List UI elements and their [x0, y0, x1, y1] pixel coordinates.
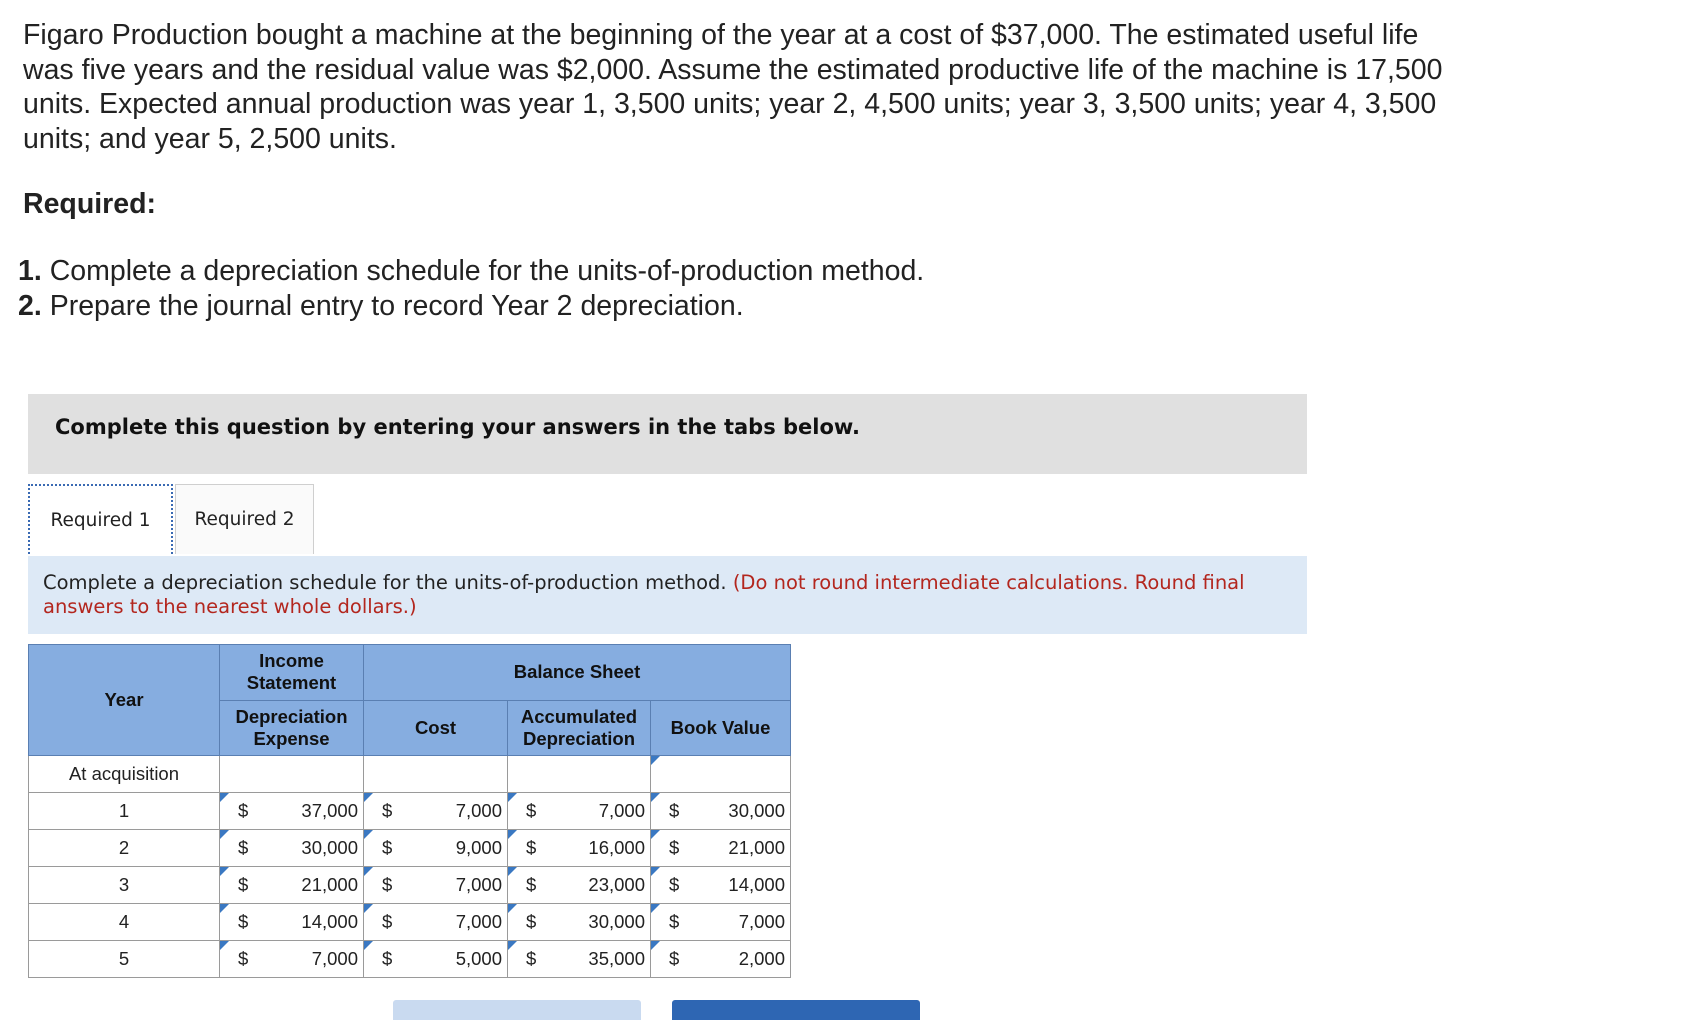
prompt-panel	[28, 556, 1307, 634]
dollar-sign: $	[382, 837, 393, 858]
tab-required-2[interactable]: Required 2	[175, 484, 314, 554]
year-label: 5	[29, 941, 220, 978]
empty-cell	[508, 756, 651, 793]
cost-input[interactable]	[364, 830, 508, 867]
previous-tab-button[interactable]	[393, 1000, 641, 1020]
cost-header: Cost	[364, 700, 508, 756]
year-label: 2	[29, 830, 220, 867]
prompt-note: (Do not round intermediate calculations. Round final answers to the nearest whole dollars.)	[43, 571, 1245, 618]
cell-value: 37,000	[301, 800, 358, 821]
dollar-sign: $	[526, 837, 537, 858]
dollar-sign: $	[669, 800, 680, 821]
requirement-1	[18, 254, 924, 289]
accumulated-depreciation-input[interactable]	[508, 830, 651, 867]
depreciation-expense-input[interactable]	[220, 793, 364, 830]
cell-value: 7,000	[455, 874, 502, 895]
cost-input[interactable]	[364, 904, 508, 941]
prompt-text	[43, 571, 1293, 619]
book-value-input[interactable]	[651, 756, 791, 793]
cell-value: 9,000	[455, 837, 502, 858]
balance-sheet-header: Balance Sheet	[364, 645, 791, 701]
cell-value: 7,000	[311, 948, 358, 969]
book-value-header: Book Value	[651, 700, 791, 756]
depreciation-schedule-table	[28, 644, 791, 978]
year-label: At acquisition	[29, 756, 220, 793]
dollar-sign: $	[526, 948, 537, 969]
dollar-sign: $	[526, 874, 537, 895]
instruction-banner	[28, 394, 1307, 474]
accumulated-depreciation-header: Accumulated Depreciation	[508, 700, 651, 756]
cell-value: 30,000	[301, 837, 358, 858]
income-statement-header: Income Statement	[220, 645, 364, 701]
depreciation-expense-input[interactable]	[220, 904, 364, 941]
accumulated-depreciation-input[interactable]	[508, 867, 651, 904]
cell-value: 16,000	[588, 837, 645, 858]
dollar-sign: $	[526, 800, 537, 821]
empty-cell	[220, 756, 364, 793]
cell-value: 30,000	[728, 800, 785, 821]
next-tab-button[interactable]	[672, 1000, 920, 1020]
prompt-main: Complete a depreciation schedule for the units-of-production method.	[43, 571, 727, 594]
cost-input[interactable]	[364, 867, 508, 904]
dollar-sign: $	[238, 874, 249, 895]
cell-value: 5,000	[455, 948, 502, 969]
requirements-list	[18, 254, 924, 323]
table-row	[29, 830, 791, 867]
dollar-sign: $	[238, 911, 249, 932]
cell-value: 2,000	[738, 948, 785, 969]
cell-value: 21,000	[728, 837, 785, 858]
cell-value: 35,000	[588, 948, 645, 969]
depreciation-expense-header: Depreciation Expense	[220, 700, 364, 756]
dollar-sign: $	[382, 948, 393, 969]
accumulated-depreciation-input[interactable]	[508, 793, 651, 830]
required-heading: Required:	[23, 188, 157, 220]
book-value-input[interactable]	[651, 941, 791, 978]
requirement-number: 1.	[18, 255, 42, 287]
table-row	[29, 793, 791, 830]
cell-value: 21,000	[301, 874, 358, 895]
book-value-input[interactable]	[651, 830, 791, 867]
dollar-sign: $	[238, 800, 249, 821]
instruction-text: Complete this question by entering your answers in the tabs below.	[55, 415, 860, 439]
cell-value: 23,000	[588, 874, 645, 895]
requirement-2	[18, 289, 924, 324]
dollar-sign: $	[382, 911, 393, 932]
year-label: 1	[29, 793, 220, 830]
cost-input[interactable]	[364, 793, 508, 830]
cost-input[interactable]	[364, 941, 508, 978]
accumulated-depreciation-input[interactable]	[508, 904, 651, 941]
table-row	[29, 941, 791, 978]
cell-value: 7,000	[455, 800, 502, 821]
tab-required-1[interactable]: Required 1	[28, 484, 173, 554]
requirement-text: Complete a depreciation schedule for the units-of-production method.	[41, 255, 925, 287]
year-header: Year	[29, 645, 220, 756]
dollar-sign: $	[238, 837, 249, 858]
table-row-acquisition	[29, 756, 791, 793]
table-row	[29, 904, 791, 941]
table-row	[29, 867, 791, 904]
accumulated-depreciation-input[interactable]	[508, 941, 651, 978]
depreciation-expense-input[interactable]	[220, 830, 364, 867]
dollar-sign: $	[669, 948, 680, 969]
book-value-input[interactable]	[651, 904, 791, 941]
book-value-input[interactable]	[651, 867, 791, 904]
dollar-sign: $	[382, 800, 393, 821]
requirement-number: 2.	[18, 289, 42, 322]
depreciation-expense-input[interactable]	[220, 941, 364, 978]
dollar-sign: $	[669, 911, 680, 932]
depreciation-expense-input[interactable]	[220, 867, 364, 904]
dollar-sign: $	[382, 874, 393, 895]
dollar-sign: $	[669, 874, 680, 895]
year-label: 4	[29, 904, 220, 941]
cell-value: 7,000	[738, 911, 785, 932]
problem-text: Figaro Production bought a machine at the beginning of the year at a cost of $37,000. The estimated useful life was five years and the residual value was $2,000. Assume the estimated productive life of the machine is 17,500 units. Expected annual production was year 1, 3,500 units; year 2, 4,500 units; year 3, 3,500 units; year 4, 3,500 units; and year 5, 2,500 units.	[23, 19, 1443, 155]
year-label: 3	[29, 867, 220, 904]
cell-value: 14,000	[728, 874, 785, 895]
cell-value: 14,000	[301, 911, 358, 932]
cell-value: 7,000	[455, 911, 502, 932]
empty-cell	[364, 756, 508, 793]
cell-value: 30,000	[588, 911, 645, 932]
dollar-sign: $	[238, 948, 249, 969]
dollar-sign: $	[526, 911, 537, 932]
cell-value: 7,000	[598, 800, 645, 821]
book-value-input[interactable]	[651, 793, 791, 830]
dollar-sign: $	[669, 837, 680, 858]
requirement-text: Prepare the journal entry to record Year 2 depreciation.	[41, 289, 744, 322]
